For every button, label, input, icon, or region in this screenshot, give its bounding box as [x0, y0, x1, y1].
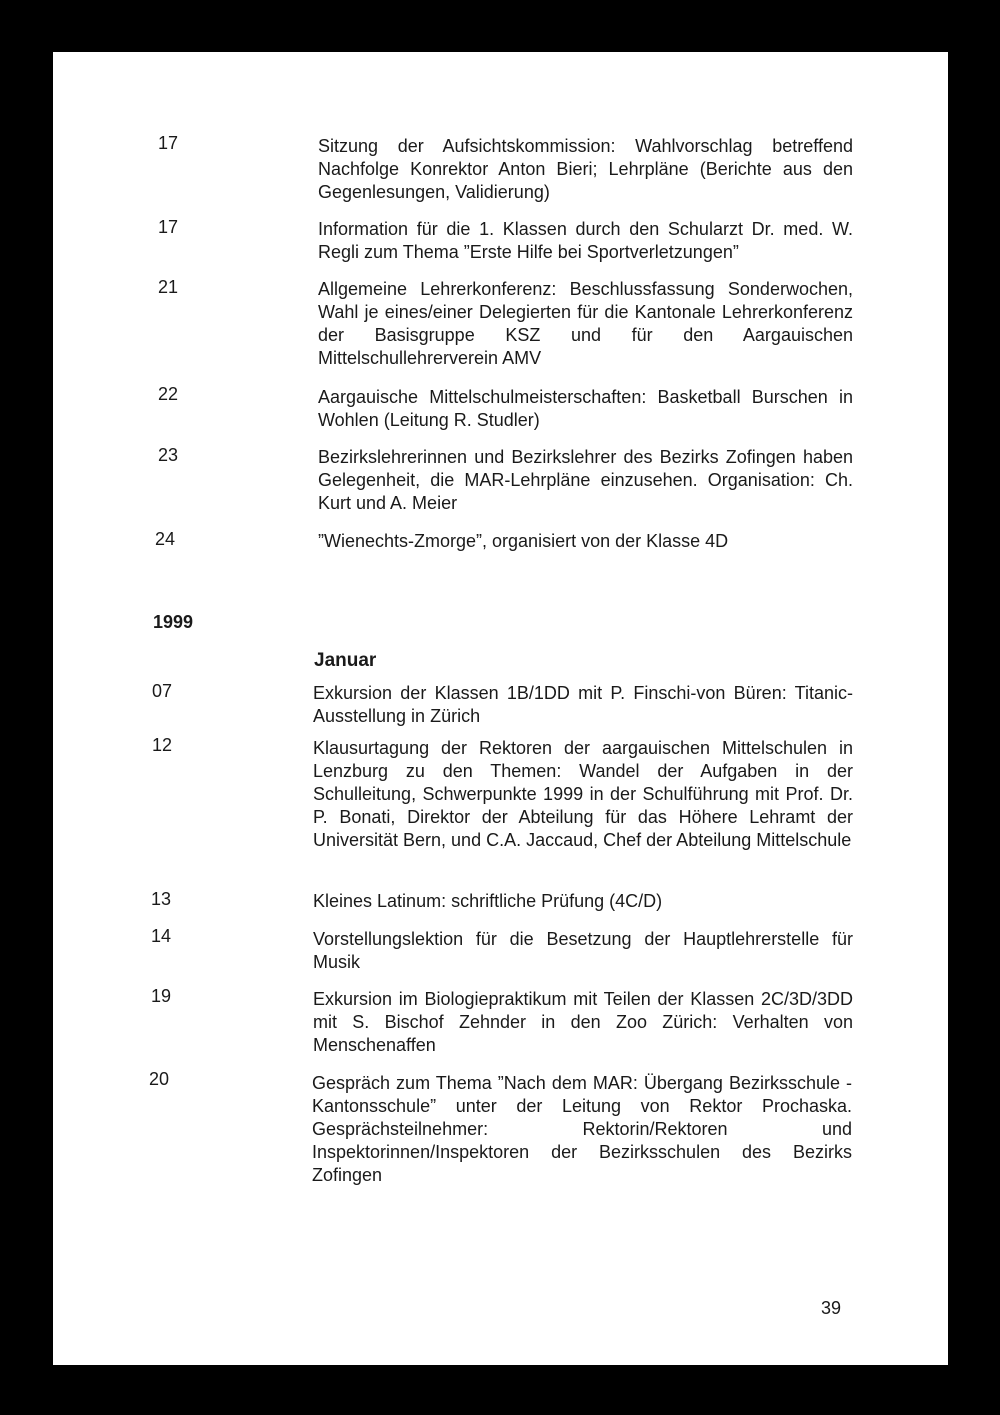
- entry-text: Aargauische Mittelschulmeisterschaften: Basketball Burschen in Wohlen (Leitung R. Studler): [318, 387, 853, 430]
- entry-day: 14: [151, 926, 172, 946]
- entry-day: 23: [158, 445, 179, 465]
- entry-day: 17: [158, 217, 179, 237]
- entry-day: 13: [151, 889, 172, 909]
- entry-day: 19: [151, 986, 172, 1006]
- entry-day: 21: [158, 277, 179, 297]
- entry-text: Vorstellungslektion für die Besetzung der Hauptlehrerstelle für Musik: [313, 929, 853, 972]
- document-page: [53, 52, 948, 1365]
- entry-text: Gespräch zum Thema ”Nach dem MAR: Übergang Bezirksschule - Kantonsschule” unter der Leitung von Rektor Prochaska. Gesprächsteilnehmer: Rektorin/Rektoren und Inspektorinnen/Inspektoren der Bezirksschulen des Bezirks Zofingen: [312, 1073, 852, 1185]
- entry-text: Sitzung der Aufsichtskommission: Wahlvorschlag betreffend Nachfolge Konrektor Anton Bieri; Lehrpläne (Berichte aus den Gegenlesungen, Validierung): [318, 136, 853, 202]
- entry-day: 12: [152, 735, 173, 755]
- entry-day: 24: [155, 529, 176, 549]
- year-heading: 1999: [153, 612, 194, 632]
- entry-text: Kleines Latinum: schriftliche Prüfung (4C/D): [313, 891, 663, 911]
- page-number: 39: [821, 1298, 842, 1318]
- entry-day: 07: [152, 681, 173, 701]
- entry-text: Bezirkslehrerinnen und Bezirkslehrer des Bezirks Zofingen haben Gelegenheit, die MAR-Lehrpläne einzusehen. Organisation: Ch. Kurt und A. Meier: [318, 447, 853, 513]
- entry-text: Information für die 1. Klassen durch den Schularzt Dr. med. W. Regli zum Thema ”Erste Hilfe bei Sportverletzungen”: [318, 219, 853, 262]
- entry-text: Klausurtagung der Rektoren der aargauischen Mittelschulen in Lenzburg zu den Themen: Wandel der Aufgaben in der Schulleitung, Schwerpunkte 1999 in der Schulführung mit Prof. Dr. P. Bonati, Direktor der Abteilung für das Höhere Lehramt der Universität Bern, und C.A. Jaccaud, Chef der Abteilung Mittelschule: [313, 738, 853, 850]
- entry-text: Exkursion der Klassen 1B/1DD mit P. Finschi-von Büren: Titanic-Ausstellung in Zürich: [313, 683, 853, 726]
- entry-text: ”Wienechts-Zmorge”, organisiert von der Klasse 4D: [318, 531, 729, 551]
- entry-day: 17: [158, 133, 179, 153]
- entry-day: 22: [158, 384, 179, 404]
- entry-text: Exkursion im Biologiepraktikum mit Teilen der Klassen 2C/3D/3DD mit S. Bischof Zehnder in den Zoo Zürich: Verhalten von Menschenaffen: [313, 989, 853, 1055]
- entry-day: 20: [149, 1069, 170, 1089]
- month-heading: Januar: [314, 650, 377, 671]
- entry-text: Allgemeine Lehrerkonferenz: Beschlussfassung Sonderwochen, Wahl je eines/einer Delegierten für die Kantonale Lehrerkonferenz der Basisgruppe KSZ und für den Aargauischen Mittelschullehrerverein AMV: [318, 279, 853, 368]
